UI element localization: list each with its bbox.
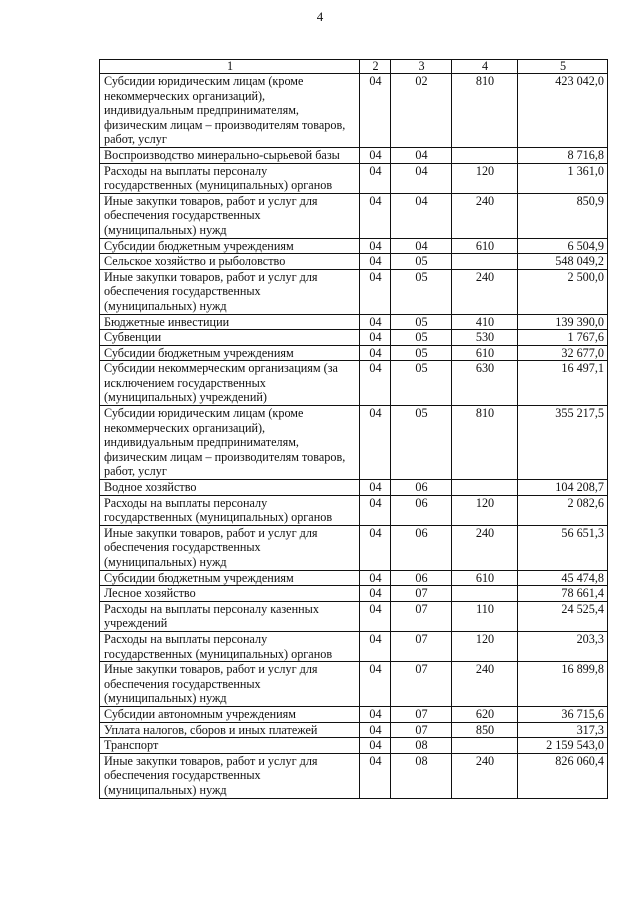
amount-cell: 56 651,3 (518, 525, 608, 570)
amount-cell: 16 497,1 (518, 361, 608, 406)
expense-type-code-cell: 240 (452, 753, 518, 798)
expense-name-cell: Бюджетные инвестиции (100, 314, 360, 330)
subsection-code-cell: 05 (391, 361, 452, 406)
subsection-code-cell: 06 (391, 480, 452, 496)
expense-name-cell: Иные закупки товаров, работ и услуг для обеспечения государственных (муниципальных) нужд (100, 193, 360, 238)
section-code-cell: 04 (360, 738, 391, 754)
table-row (100, 570, 608, 586)
expense-type-code-cell: 410 (452, 314, 518, 330)
table-row (100, 74, 608, 148)
section-code-cell: 04 (360, 269, 391, 314)
expense-type-code-cell: 120 (452, 163, 518, 193)
expense-name-cell: Субсидии автономным учреждениям (100, 706, 360, 722)
table-row (100, 738, 608, 754)
expense-type-code-cell: 240 (452, 269, 518, 314)
subsection-code-cell: 07 (391, 706, 452, 722)
expense-type-code-cell: 810 (452, 406, 518, 480)
expense-type-code-cell: 240 (452, 193, 518, 238)
expense-name-cell: Субсидии некоммерческим организациям (за исключением государственных (муниципальных) учреждений) (100, 361, 360, 406)
table-row (100, 330, 608, 346)
subsection-code-cell: 05 (391, 330, 452, 346)
expense-name-cell: Субсидии бюджетным учреждениям (100, 345, 360, 361)
table-row (100, 314, 608, 330)
amount-cell: 2 082,6 (518, 495, 608, 525)
section-code-cell: 04 (360, 330, 391, 346)
subsection-code-cell: 04 (391, 238, 452, 254)
header-col-5: 5 (518, 60, 608, 74)
amount-cell: 850,9 (518, 193, 608, 238)
amount-cell: 1 361,0 (518, 163, 608, 193)
expense-type-code-cell: 530 (452, 330, 518, 346)
section-code-cell: 04 (360, 586, 391, 602)
header-col-1: 1 (100, 60, 360, 74)
section-code-cell: 04 (360, 722, 391, 738)
table-row (100, 662, 608, 707)
section-code-cell: 04 (360, 753, 391, 798)
expense-name-cell: Субсидии бюджетным учреждениям (100, 570, 360, 586)
subsection-code-cell: 04 (391, 147, 452, 163)
expense-type-code-cell: 810 (452, 74, 518, 148)
amount-cell: 2 159 543,0 (518, 738, 608, 754)
subsection-code-cell: 05 (391, 269, 452, 314)
expense-type-code-cell (452, 738, 518, 754)
table-row (100, 238, 608, 254)
expense-type-code-cell (452, 480, 518, 496)
amount-cell: 24 525,4 (518, 601, 608, 631)
expense-type-code-cell: 110 (452, 601, 518, 631)
amount-cell: 826 060,4 (518, 753, 608, 798)
section-code-cell: 04 (360, 147, 391, 163)
header-col-3: 3 (391, 60, 452, 74)
subsection-code-cell: 07 (391, 631, 452, 661)
table-row (100, 601, 608, 631)
section-code-cell: 04 (360, 570, 391, 586)
expense-name-cell: Иные закупки товаров, работ и услуг для обеспечения государственных (муниципальных) нужд (100, 525, 360, 570)
table-row (100, 586, 608, 602)
expense-type-code-cell: 120 (452, 495, 518, 525)
table-row (100, 147, 608, 163)
amount-cell: 104 208,7 (518, 480, 608, 496)
amount-cell: 8 716,8 (518, 147, 608, 163)
header-col-4: 4 (452, 60, 518, 74)
section-code-cell: 04 (360, 314, 391, 330)
expense-type-code-cell: 620 (452, 706, 518, 722)
header-col-2: 2 (360, 60, 391, 74)
expense-type-code-cell: 630 (452, 361, 518, 406)
amount-cell: 423 042,0 (518, 74, 608, 148)
section-code-cell: 04 (360, 74, 391, 148)
section-code-cell: 04 (360, 706, 391, 722)
section-code-cell: 04 (360, 254, 391, 270)
expense-name-cell: Субвенции (100, 330, 360, 346)
amount-cell: 139 390,0 (518, 314, 608, 330)
subsection-code-cell: 06 (391, 525, 452, 570)
expense-name-cell: Иные закупки товаров, работ и услуг для обеспечения государственных (муниципальных) нужд (100, 662, 360, 707)
page-number: 4 (316, 9, 324, 24)
amount-cell: 2 500,0 (518, 269, 608, 314)
expense-type-code-cell (452, 254, 518, 270)
expense-name-cell: Транспорт (100, 738, 360, 754)
amount-cell: 355 217,5 (518, 406, 608, 480)
table-body (100, 74, 608, 799)
subsection-code-cell: 07 (391, 601, 452, 631)
subsection-code-cell: 05 (391, 345, 452, 361)
expense-name-cell: Сельское хозяйство и рыболовство (100, 254, 360, 270)
section-code-cell: 04 (360, 495, 391, 525)
expense-name-cell: Иные закупки товаров, работ и услуг для обеспечения государственных (муниципальных) нужд (100, 269, 360, 314)
table-row (100, 269, 608, 314)
section-code-cell: 04 (360, 662, 391, 707)
section-code-cell: 04 (360, 238, 391, 254)
expense-type-code-cell (452, 147, 518, 163)
table-row (100, 480, 608, 496)
expense-name-cell: Субсидии бюджетным учреждениям (100, 238, 360, 254)
subsection-code-cell: 08 (391, 738, 452, 754)
subsection-code-cell: 07 (391, 586, 452, 602)
amount-cell: 203,3 (518, 631, 608, 661)
section-code-cell: 04 (360, 163, 391, 193)
expense-type-code-cell: 610 (452, 345, 518, 361)
expense-type-code-cell: 850 (452, 722, 518, 738)
expense-name-cell: Субсидии юридическим лицам (кроме некоммерческих организаций), индивидуальным предпринимателям, физическим лицам – производителям товаров, работ, услуг (100, 406, 360, 480)
expense-type-code-cell: 240 (452, 662, 518, 707)
expense-name-cell: Иные закупки товаров, работ и услуг для обеспечения государственных (муниципальных) нужд (100, 753, 360, 798)
section-code-cell: 04 (360, 480, 391, 496)
expense-name-cell: Расходы на выплаты персоналу казенных учреждений (100, 601, 360, 631)
subsection-code-cell: 05 (391, 254, 452, 270)
expense-type-code-cell: 610 (452, 570, 518, 586)
expense-name-cell: Лесное хозяйство (100, 586, 360, 602)
subsection-code-cell: 05 (391, 406, 452, 480)
amount-cell: 317,3 (518, 722, 608, 738)
section-code-cell: 04 (360, 361, 391, 406)
amount-cell: 45 474,8 (518, 570, 608, 586)
amount-cell: 32 677,0 (518, 345, 608, 361)
section-code-cell: 04 (360, 345, 391, 361)
subsection-code-cell: 07 (391, 722, 452, 738)
amount-cell: 548 049,2 (518, 254, 608, 270)
expense-name-cell: Водное хозяйство (100, 480, 360, 496)
expense-name-cell: Уплата налогов, сборов и иных платежей (100, 722, 360, 738)
table-row (100, 406, 608, 480)
expense-name-cell: Воспроизводство минерально-сырьевой базы (100, 147, 360, 163)
subsection-code-cell: 02 (391, 74, 452, 148)
amount-cell: 36 715,6 (518, 706, 608, 722)
subsection-code-cell: 08 (391, 753, 452, 798)
expense-name-cell: Расходы на выплаты персоналу государственных (муниципальных) органов (100, 495, 360, 525)
section-code-cell: 04 (360, 525, 391, 570)
table-row (100, 163, 608, 193)
expense-type-code-cell: 610 (452, 238, 518, 254)
expense-type-code-cell: 240 (452, 525, 518, 570)
amount-cell: 1 767,6 (518, 330, 608, 346)
table-row (100, 631, 608, 661)
section-code-cell: 04 (360, 601, 391, 631)
expense-name-cell: Расходы на выплаты персоналу государственных (муниципальных) органов (100, 163, 360, 193)
header-row (100, 60, 608, 74)
subsection-code-cell: 07 (391, 662, 452, 707)
expense-type-code-cell: 120 (452, 631, 518, 661)
budget-table (99, 59, 608, 799)
table-row (100, 361, 608, 406)
section-code-cell: 04 (360, 193, 391, 238)
amount-cell: 6 504,9 (518, 238, 608, 254)
amount-cell: 16 899,8 (518, 662, 608, 707)
expense-name-cell: Субсидии юридическим лицам (кроме некоммерческих организаций), индивидуальным предпринимателям, физическим лицам – производителям товаров, работ, услуг (100, 74, 360, 148)
subsection-code-cell: 04 (391, 163, 452, 193)
subsection-code-cell: 06 (391, 495, 452, 525)
subsection-code-cell: 05 (391, 314, 452, 330)
table-row (100, 193, 608, 238)
table-row (100, 345, 608, 361)
expense-type-code-cell (452, 586, 518, 602)
subsection-code-cell: 06 (391, 570, 452, 586)
table-row (100, 706, 608, 722)
subsection-code-cell: 04 (391, 193, 452, 238)
table-row (100, 495, 608, 525)
table-row (100, 525, 608, 570)
section-code-cell: 04 (360, 631, 391, 661)
table-row (100, 722, 608, 738)
table-row (100, 753, 608, 798)
expense-name-cell: Расходы на выплаты персоналу государственных (муниципальных) органов (100, 631, 360, 661)
section-code-cell: 04 (360, 406, 391, 480)
table-row (100, 254, 608, 270)
amount-cell: 78 661,4 (518, 586, 608, 602)
